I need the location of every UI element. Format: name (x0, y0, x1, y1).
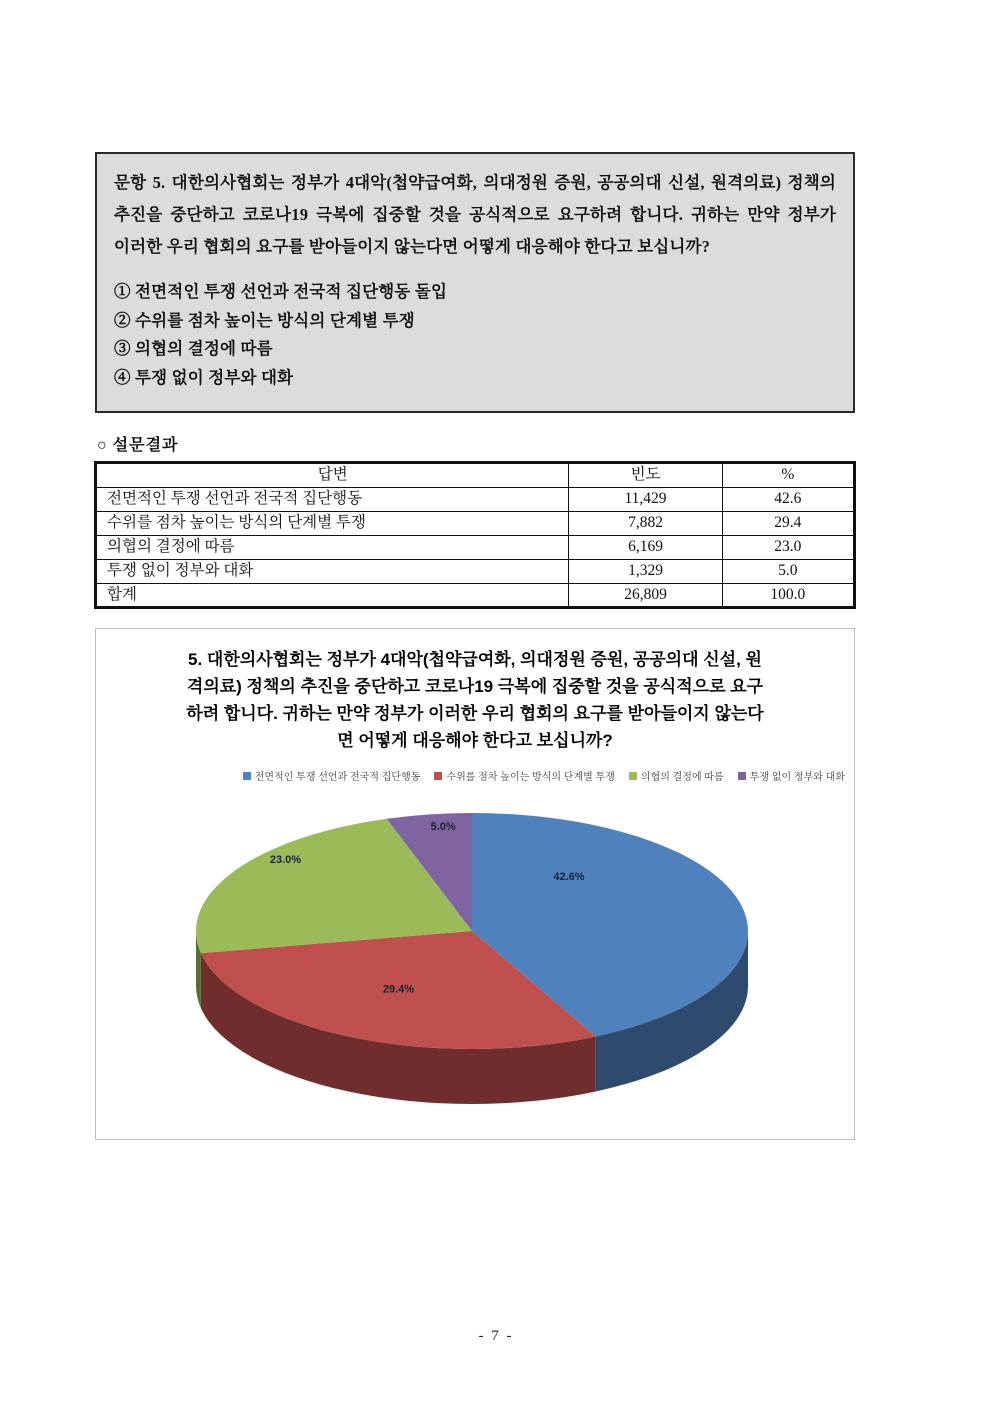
question-text: 문항 5. 대한의사협회는 정부가 4대악(첩약급여화, 의대정원 증원, 공공의대 신설, 원격의료) 정책의 추진을 중단하고 코로나19 극복에 집중할 것을 공식적으로 요구하려 합니다. 귀하는 만약 정부가 이러한 우리 협회의 요구를 받아들이지 않는다면 어떻게 대응해야 한다고 보십니까? (114, 173, 836, 256)
percent-cell: 42.6 (722, 487, 854, 511)
chart-title-line: 격의료) 정책의 추진을 중단하고 코로나19 극복에 집중할 것을 공식적으로 요구 (186, 677, 764, 696)
chart-title-line: 면 어떻게 대응해야 한다고 보십니까? (337, 731, 613, 750)
table-header-cell: 답변 (96, 463, 569, 487)
percent-cell: 100.0 (722, 583, 854, 607)
table-header-cell: % (722, 463, 854, 487)
answer-cell: 합계 (96, 583, 569, 607)
chart-title-line: 5. 대한의사협회는 정부가 4대악(첩약급여화, 의대정원 증원, 공공의대 신설, 원 (188, 650, 762, 669)
percent-cell: 29.4 (722, 511, 854, 535)
frequency-cell: 11,429 (569, 487, 722, 511)
table-row (96, 487, 854, 511)
page-number: - 7 - (478, 1328, 514, 1344)
answer-cell: 의협의 결정에 따름 (96, 535, 569, 559)
frequency-cell: 26,809 (569, 583, 722, 607)
percent-cell: 5.0 (722, 559, 854, 583)
options-list (114, 278, 836, 392)
frequency-cell: 1,329 (569, 559, 722, 583)
table-row (96, 559, 854, 583)
frequency-cell: 7,882 (569, 511, 722, 535)
legend-label: 투쟁 없이 정부와 대화 (749, 772, 845, 783)
results-table (95, 462, 855, 608)
chart-title-line: 하려 합니다. 귀하는 만약 정부가 이러한 우리 협회의 요구를 받아들이지 않는다 (186, 704, 764, 723)
section-heading: ○ 설문결과 (97, 437, 179, 454)
pie-data-label: 5.0% (430, 820, 456, 833)
legend-label: 의협의 결정에 따름 (640, 772, 724, 783)
table-header-cell: 빈도 (569, 463, 722, 487)
legend-label: 수위를 점차 높이는 방식의 단계별 투쟁 (446, 772, 615, 783)
answer-cell: 전면적인 투쟁 선언과 전국적 집단행동 (96, 487, 569, 511)
answer-cell: 투쟁 없이 정부와 대화 (96, 559, 569, 583)
pie-chart-3d (96, 629, 854, 1139)
question-option: ② 수위를 점차 높이는 방식의 단계별 투쟁 (114, 310, 415, 330)
table-header-row (96, 463, 854, 487)
frequency-cell: 6,169 (569, 535, 722, 559)
pie-data-label: 42.6% (553, 870, 585, 883)
percent-cell: 23.0 (722, 535, 854, 559)
table-row (96, 511, 854, 535)
question-option: ① 전면적인 투쟁 선언과 전국적 집단행동 돌입 (114, 282, 448, 301)
pie-data-label: 29.4% (382, 983, 415, 996)
question-box (95, 152, 855, 413)
answer-cell: 수위를 점차 높이는 방식의 단계별 투쟁 (96, 511, 569, 535)
chart-panel (95, 628, 855, 1140)
table-row (96, 535, 854, 559)
pie-data-label: 23.0% (269, 854, 302, 867)
table-row (96, 583, 854, 607)
legend-label: 전면적인 투쟁 선언과 전국적 집단행동 (254, 772, 421, 783)
table-body (96, 487, 854, 607)
question-option: ④ 투쟁 없이 정부와 대화 (114, 367, 294, 387)
question-option: ③ 의협의 결정에 따름 (114, 339, 273, 358)
